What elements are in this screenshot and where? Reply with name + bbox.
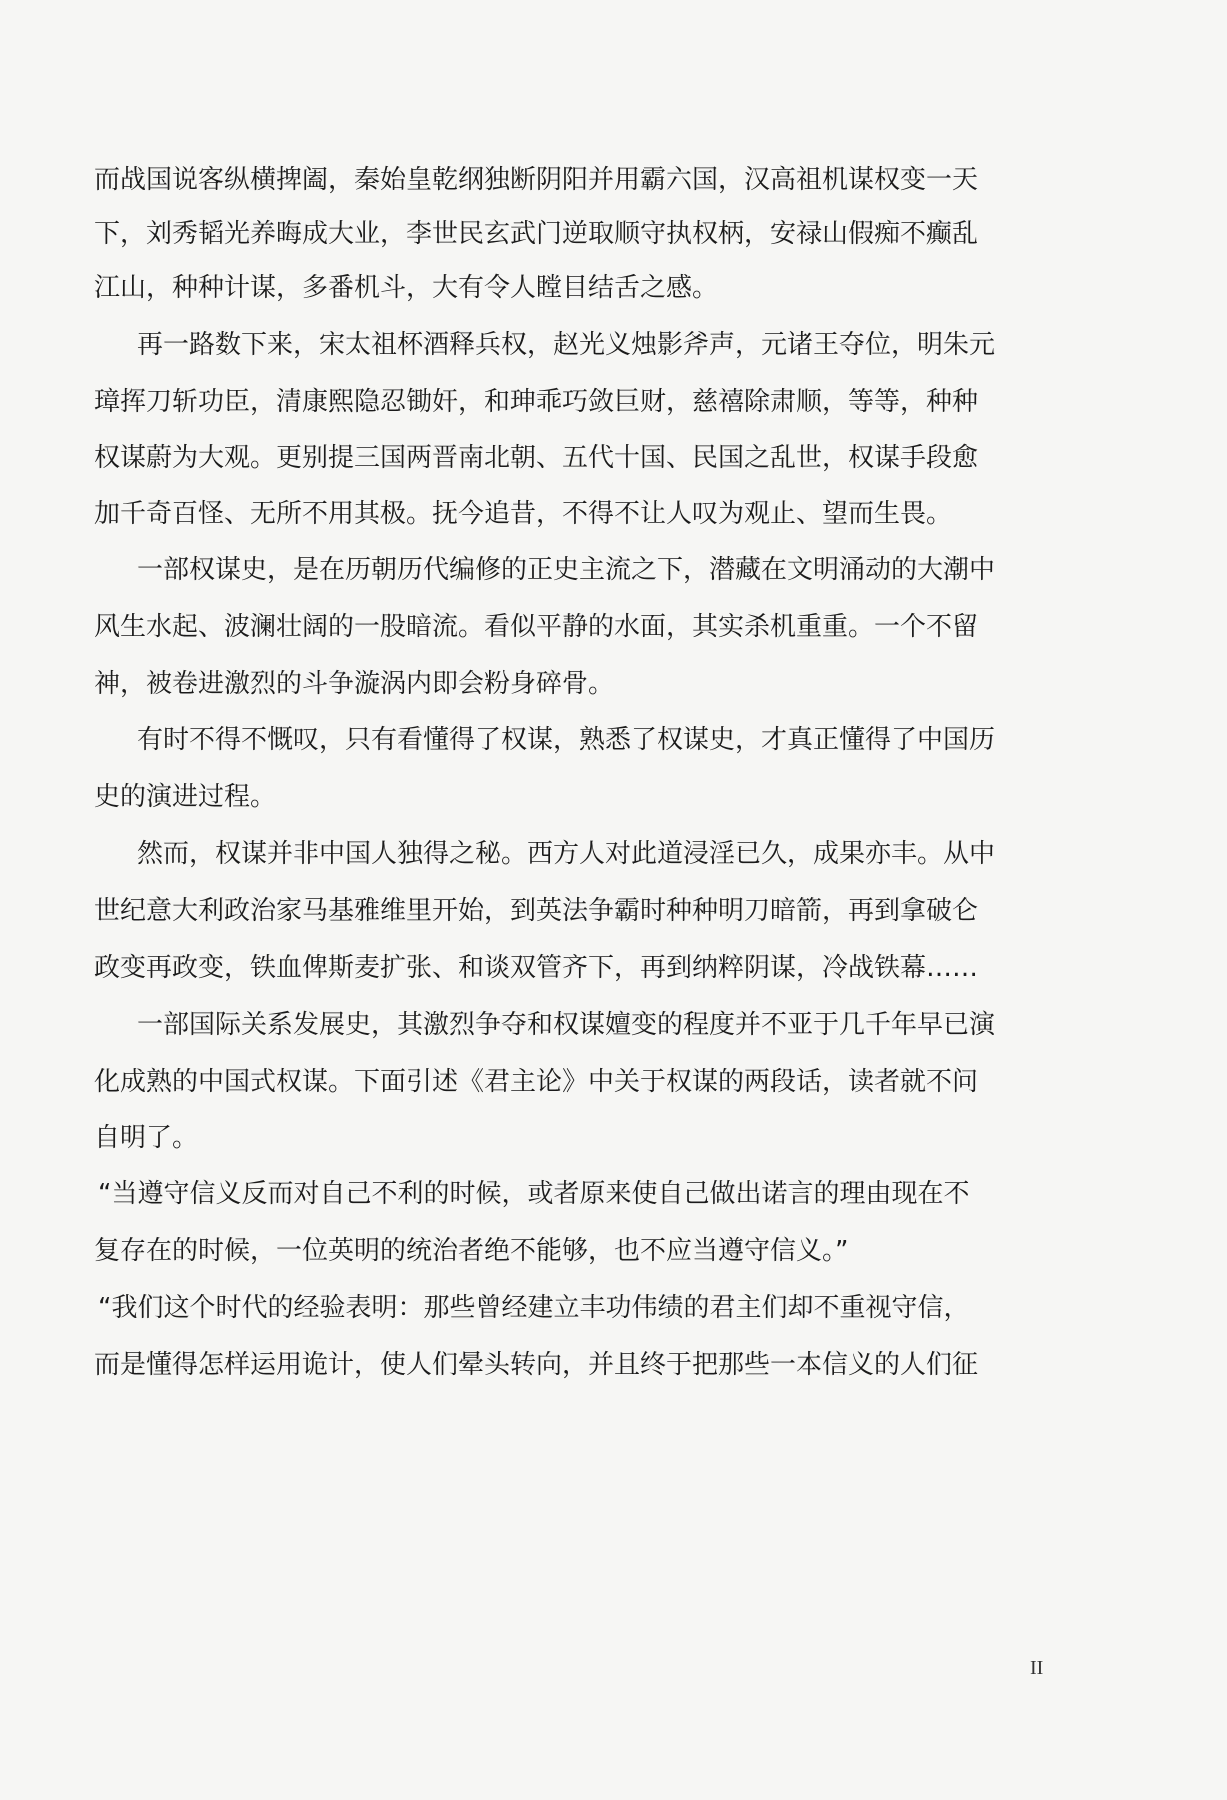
text-line: 神，被卷进激烈的斗争漩涡内即会粉身碎骨。	[94, 669, 615, 699]
text-line: 政变再政变，铁血俾斯麦扩张、和谈双管齐下，再到纳粹阴谋，冷战铁幕……	[94, 953, 979, 983]
quotation-line: 复存在的时候，一位英明的统治者绝不能够，也不应当遵守信义。”	[94, 1236, 849, 1266]
paragraph-first-line: 一部国际关系发展史，其激烈争夺和权谋嬗变的程度并不亚于几千年早已演	[137, 1010, 996, 1040]
text-line: 权谋蔚为大观。更别提三国两晋南北朝、五代十国、民国之乱世，权谋手段愈	[94, 443, 979, 473]
page-number: II	[1030, 1657, 1044, 1679]
quotation-line: 而是懂得怎样运用诡计，使人们晕头转向，并且终于把那些一本信义的人们征	[94, 1350, 979, 1380]
quotation-line: “我们这个时代的经验表明：那些曾经建立丰功伟绩的君主们却不重视守信，	[98, 1293, 970, 1323]
paragraph-first-line: 一部权谋史，是在历朝历代编修的正史主流之下，潜藏在文明涌动的大潮中	[137, 555, 996, 585]
text-line: 化成熟的中国式权谋。下面引述《君主论》中关于权谋的两段话，读者就不问	[94, 1067, 979, 1097]
text-line: 璋挥刀斩功臣，清康熙隐忍锄奸，和珅乖巧敛巨财，慈禧除肃顺，等等，种种	[94, 387, 979, 417]
text-line: 史的演进过程。	[94, 782, 277, 812]
text-line: 世纪意大利政治家马基雅维里开始，到英法争霸时种种明刀暗箭，再到拿破仑	[94, 896, 979, 926]
text-line: 江山，种种计谋，多番机斗，大有令人瞠目结舌之感。	[94, 273, 719, 303]
text-line: 而战国说客纵横捭阖，秦始皇乾纲独断阴阳并用霸六国，汉高祖机谋权变一天	[94, 165, 979, 195]
text-line: 加千奇百怪、无所不用其极。抚今追昔，不得不让人叹为观止、望而生畏。	[94, 499, 953, 529]
paragraph-first-line: 有时不得不慨叹，只有看懂得了权谋，熟悉了权谋史，才真正懂得了中国历	[137, 725, 996, 755]
paragraph-first-line: 再一路数下来，宋太祖杯酒释兵权，赵光义烛影斧声，元诸王夺位，明朱元	[137, 330, 996, 360]
text-line: 下，刘秀韬光养晦成大业，李世民玄武门逆取顺守执权柄，安禄山假痴不癫乱	[94, 219, 979, 249]
quotation-line: “当遵守信义反而对自己不利的时候，或者原来使自己做出诺言的理由现在不	[98, 1179, 970, 1209]
paragraph-first-line: 然而，权谋并非中国人独得之秘。西方人对此道浸淫已久，成果亦丰。从中	[137, 839, 996, 869]
text-line: 风生水起、波澜壮阔的一股暗流。看似平静的水面，其实杀机重重。一个不留	[94, 612, 979, 642]
text-line: 自明了。	[94, 1123, 199, 1153]
